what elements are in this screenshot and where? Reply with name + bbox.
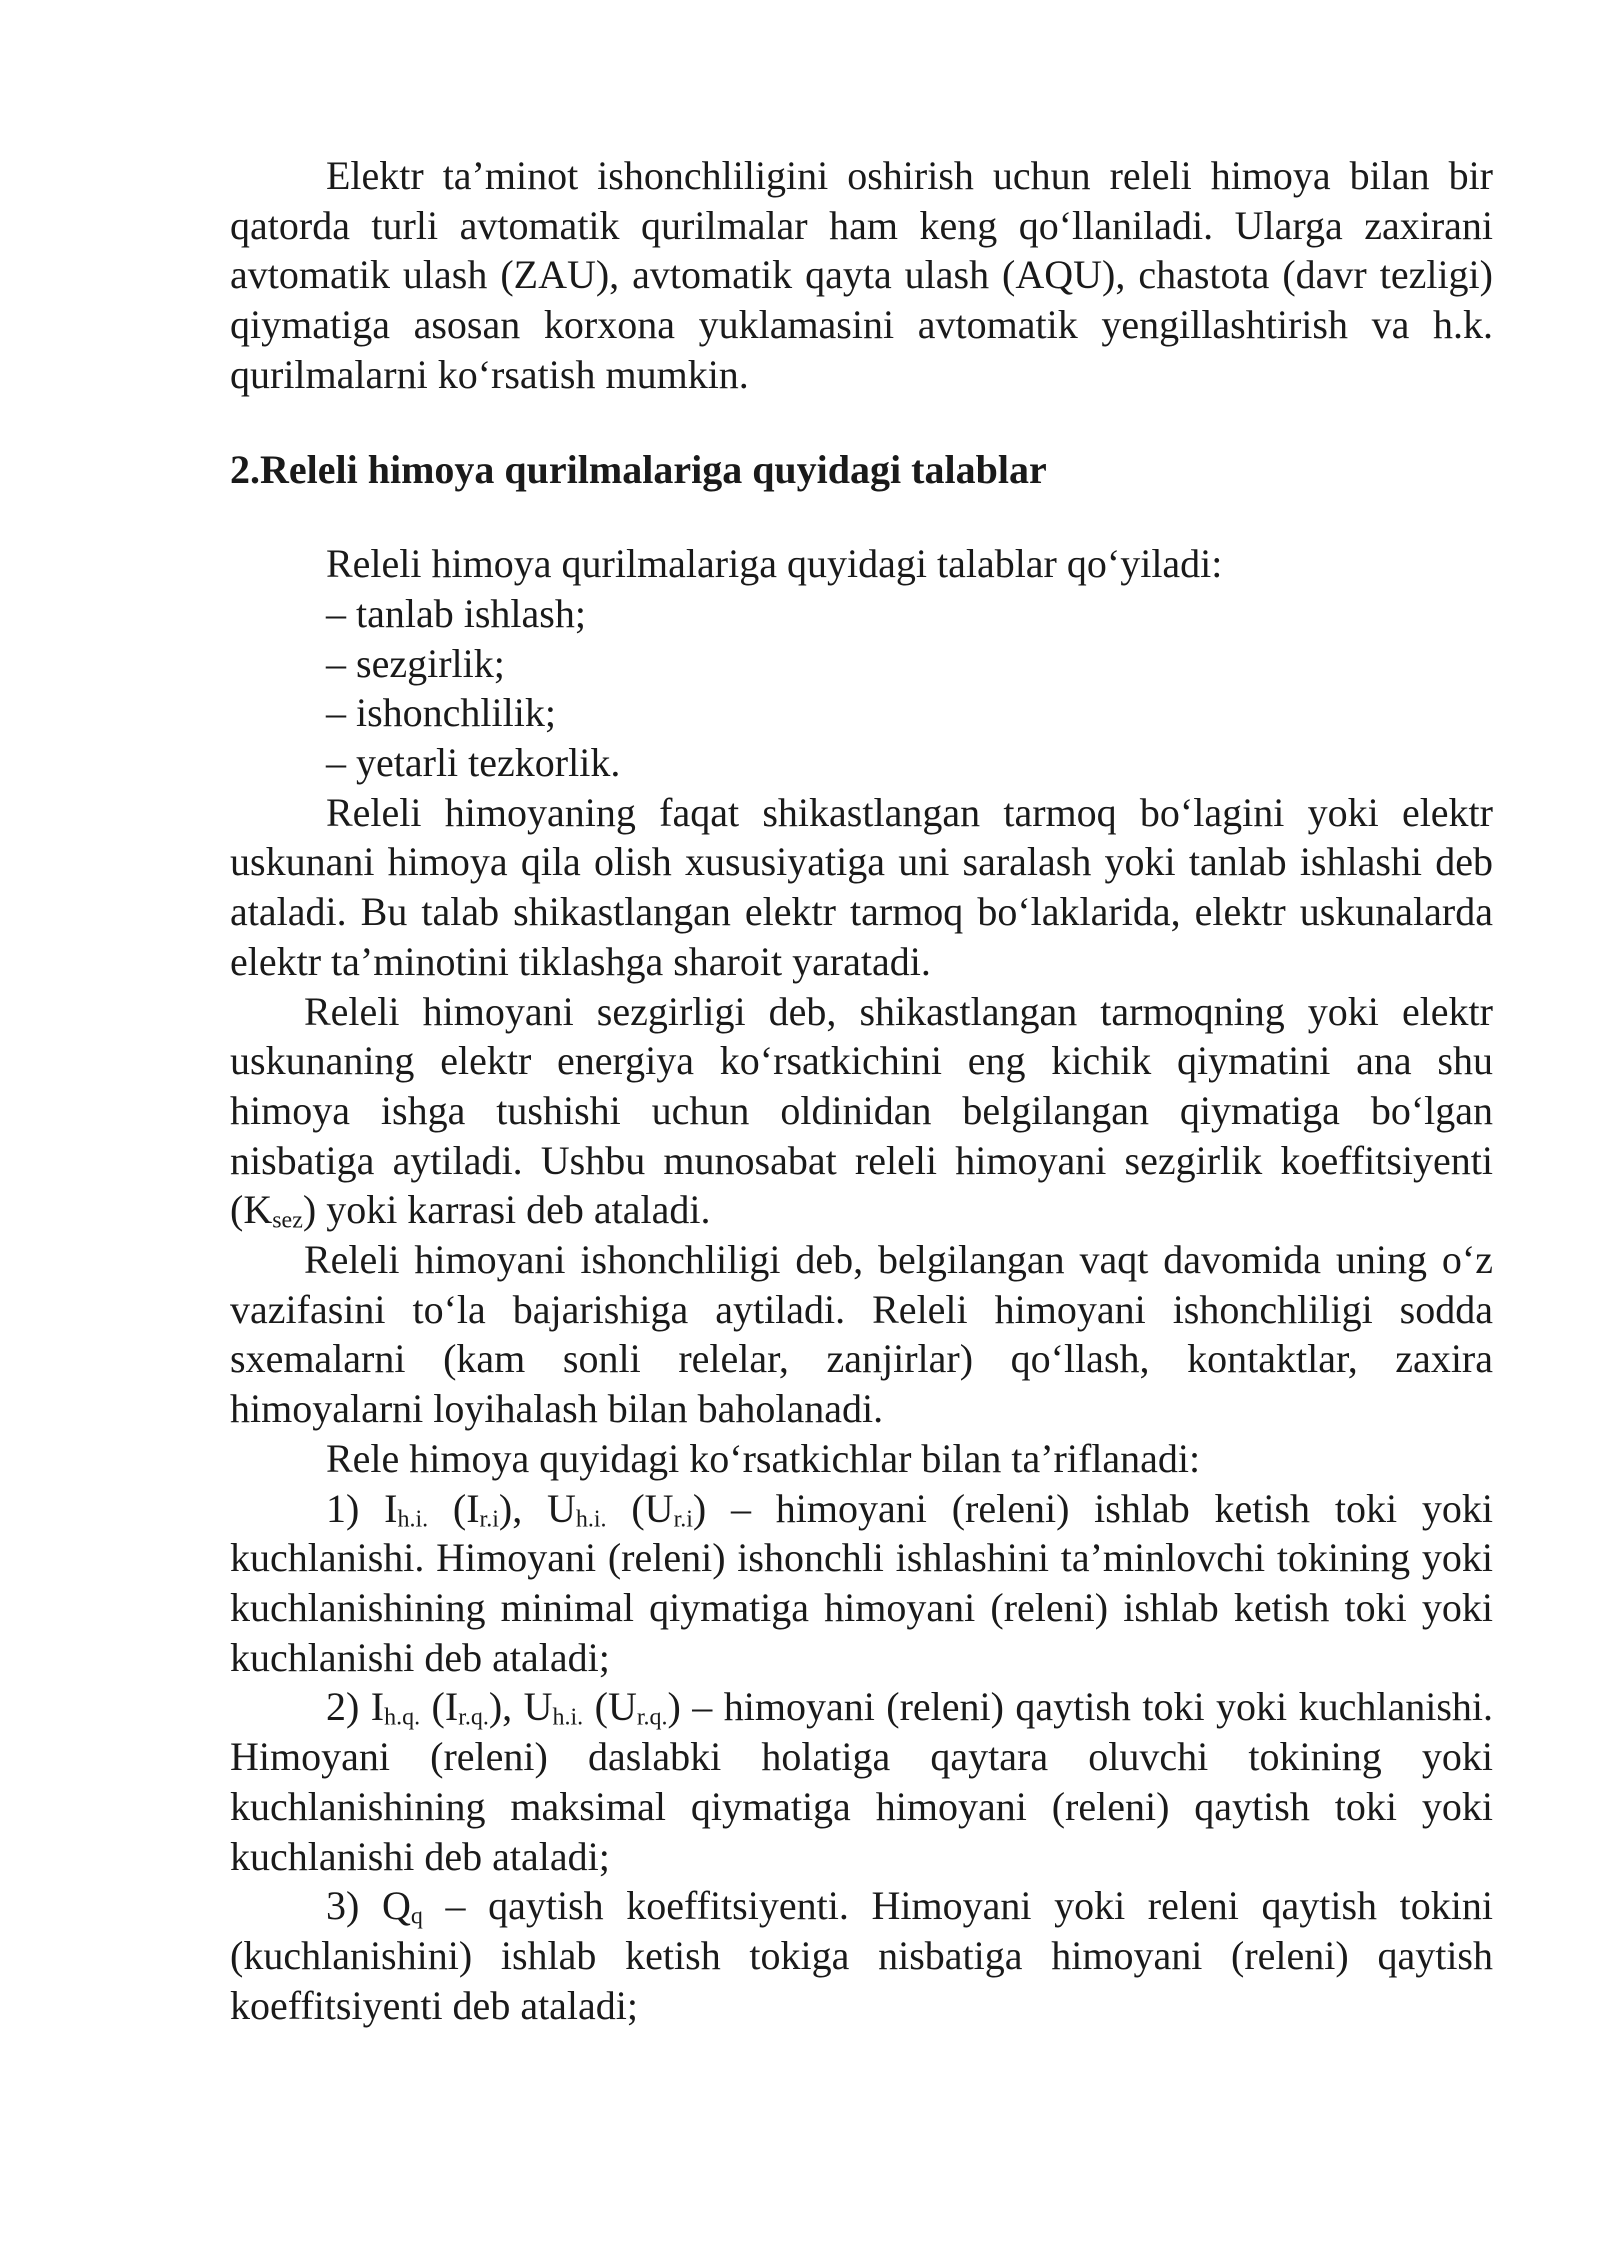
requirements-lead: Releli himoya qurilmalariga quyidagi talablar qo‘yiladi: (326, 541, 1223, 587)
symbol: (U (606, 1485, 674, 1531)
symbol-subscript: r.q. (458, 1704, 489, 1731)
indicators-lead: Rele himoya quyidagi ko‘rsatkichlar bilan ta’riflanadi: (326, 1435, 1201, 1481)
indicator-item-1 (230, 1484, 1493, 1683)
document-page (230, 0, 1493, 2030)
top-margin (230, 0, 1493, 59)
requirement-item: – yetarli tezkorlik. (326, 740, 621, 786)
selectivity-paragraph: Releli himoyaning faqat shikastlangan tarmoq bo‘lagini yoki elektr uskunani himoya qila olish xususiyatiga uni saralash yoki tanlab ishlashi deb ataladi. Bu talab shikastlangan elektr tarmoq bo‘laklarida, elektr uskunalarda elektr ta’minotini tiklashga sharoit yaratadi. (230, 789, 1493, 984)
symbol: ) (692, 1485, 707, 1531)
symbol: ) (667, 1684, 681, 1730)
indicator-text: – qaytish koeffitsiyenti. Himoyani yoki releni qaytish tokini (kuchlanishini) ishlab ketish tokiga nisbatiga himoyani (releni) qaytish koeffitsiyenti deb ataladi; (230, 1883, 1493, 2028)
indicator-item-2 (230, 1682, 1493, 1881)
indicator-number: 2) (326, 1684, 371, 1730)
intro-paragraph: Elektr ta’minot ishonchliligini oshirish uchun releli himoya bilan bir qatorda turli avtomatik qurilmalar ham keng qo‘llaniladi. Ularga zaxirani avtomatik ulash (ZAU), avtomatik qayta ulash (AQU), chastota (davr tezligi) qiymatiga asosan korxona yuklamasini avtomatik yengillashtirish va h.k. qurilmalarni ko‘rsatish mumkin. (230, 153, 1493, 397)
symbol: (I (420, 1684, 459, 1730)
symbol-subscript: h.i. (575, 1505, 607, 1532)
symbol: Q (381, 1883, 411, 1929)
requirement-item: – tanlab ishlash; (326, 590, 586, 636)
sensitivity-tail: ) yoki karrasi deb ataladi. (302, 1187, 711, 1233)
indicator-number: 3) (326, 1883, 382, 1929)
symbol-subscript: q (410, 1903, 423, 1930)
sensitivity-paragraph (230, 987, 1493, 1236)
symbol: (U (583, 1684, 637, 1730)
reliability-paragraph: Releli himoyani ishonchliligi deb, belgilangan vaqt davomida uning o‘z vazifasini to‘la bajarishiga aytiladi. Releli himoyani ishonchliligi sodda sxemalarni (kam sonli relelar, zanjirlar) qo‘llash, kontaktlar, zaxira himoyalarni loyihalash bilan baholanadi. (230, 1237, 1493, 1432)
symbol: I (384, 1485, 398, 1531)
requirement-item: – ishonchlilik; (326, 690, 556, 736)
sensitivity-text: Releli himoyani sezgirligi deb, shikastlangan tarmoqning yoki elektr uskunaning elektr energiya ko‘rsatkichini eng kichik qiymatini ana shu himoya ishga tushishi uchun oldinidan belgilangan qiymatiga bo‘lgan nisbatiga aytiladi. Ushbu munosabat releli himoyani sezgirlik koeffitsiyenti (K (230, 988, 1493, 1233)
symbol: I (370, 1684, 385, 1730)
symbol-subscript: r.i (479, 1505, 499, 1532)
indicator-item-3 (230, 1881, 1493, 2030)
symbol-subscript: h.i. (397, 1505, 429, 1532)
section-heading: 2.Releli himoya qurilmalariga quyidagi talablar (230, 446, 1047, 492)
symbol-subscript: h.i. (552, 1704, 584, 1731)
symbol: ), U (498, 1485, 576, 1531)
symbol: ), U (488, 1684, 553, 1730)
requirement-item: – sezgirlik; (326, 640, 505, 686)
indicator-text: – himoyani (releni) qaytish toki yoki kuchlanishi. Himoyani (releni) daslabki holatiga qaytara oluvchi tokining yoki kuchlanishining maksimal qiymatiga himoyani (releni) qaytish toki yoki kuchlanishi deb ataladi; (230, 1684, 1494, 1879)
symbol-subscript: r.i (673, 1505, 693, 1532)
sensitivity-subscript: sez (272, 1207, 303, 1234)
indicator-text: – himoyani (releni) ishlab ketish toki yoki kuchlanishi. Himoyani (releni) ishonchli ishlashini ta’minlovchi tokining yoki kuchlanishining minimal qiymatiga himoyani (releni) ishlab ketish toki yoki kuchlanishi deb ataladi; (230, 1485, 1493, 1680)
symbol-subscript: h.q. (384, 1704, 421, 1731)
indicator-number: 1) (326, 1485, 385, 1531)
symbol: (I (428, 1485, 480, 1531)
symbol-subscript: r.q. (636, 1704, 668, 1731)
